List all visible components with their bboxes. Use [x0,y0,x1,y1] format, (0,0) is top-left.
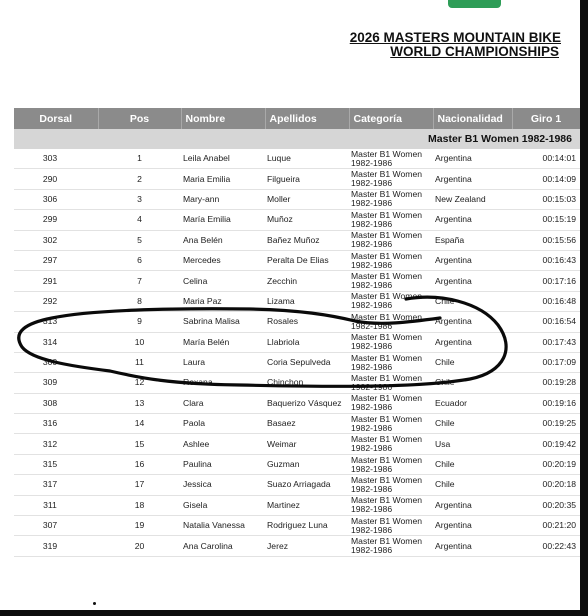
row-dorsal: 319 [14,536,98,556]
row-nombre: Paulina [181,454,265,474]
table-row [14,271,580,291]
row-giro-1: 00:19:28 [512,373,580,393]
row-apellidos: Basaez [265,414,349,434]
table-row [14,230,580,250]
table-row [14,536,580,556]
row-nombre: Mary-ann [181,189,265,209]
row-categoria: Master B1 Women 1982-1986 [349,475,433,495]
row-pos: 1 [98,149,181,169]
row-dorsal: 306 [14,189,98,209]
header-pos: Pos [98,108,181,129]
row-pos: 9 [98,312,181,332]
row-nombre: Natalia Vanessa [181,516,265,536]
row-giro-1: 00:17:09 [512,352,580,372]
row-dorsal: 291 [14,271,98,291]
row-nacionalidad: Chile [433,373,512,393]
row-categoria: Master B1 Women 1982-1986 [349,393,433,413]
row-nombre: Ashlee [181,434,265,454]
table-row [14,373,580,393]
row-dorsal: 299 [14,210,98,230]
row-dorsal: 313 [14,312,98,332]
row-nombre: María Emilia [181,210,265,230]
table-row [14,332,580,352]
table-row [14,393,580,413]
row-dorsal: 292 [14,291,98,311]
table-row [14,414,580,434]
row-pos: 20 [98,536,181,556]
row-giro-1: 00:20:19 [512,454,580,474]
row-categoria: Master B1 Women 1982-1986 [349,454,433,474]
row-pos: 10 [98,332,181,352]
header-nacionalidad: Nacionalidad [433,108,512,129]
row-categoria: Master B1 Women 1982-1986 [349,230,433,250]
table-row [14,210,580,230]
row-apellidos: Moller [265,189,349,209]
row-apellidos: Baquerizo Vásquez [265,393,349,413]
row-giro-1: 00:19:42 [512,434,580,454]
row-nacionalidad: Argentina [433,271,512,291]
row-dorsal: 307 [14,516,98,536]
row-categoria: Master B1 Women 1982-1986 [349,434,433,454]
row-giro-1: 00:15:56 [512,230,580,250]
header-categoria: Categoría [349,108,433,129]
table-row [14,250,580,270]
row-apellidos: Lizama [265,291,349,311]
row-dorsal: 314 [14,332,98,352]
row-nacionalidad: Argentina [433,536,512,556]
title-line-2: WORLD CHAMPIONSHIPS [390,44,559,59]
row-categoria: Master B1 Women 1982-1986 [349,169,433,189]
row-nombre: Laura [181,352,265,372]
row-giro-1: 00:16:48 [512,291,580,311]
header-dorsal: Dorsal [14,108,98,129]
row-giro-1: 00:22:43 [512,536,580,556]
table-row [14,312,580,332]
table-row [14,516,580,536]
row-apellidos: Jerez [265,536,349,556]
row-pos: 3 [98,189,181,209]
header-giro-1: Giro 1 [512,108,580,129]
table-row [14,291,580,311]
title-line-1: 2026 MASTERS MOUNTAIN BIKE [349,30,561,45]
row-nacionalidad: Argentina [433,495,512,515]
row-nombre: Celina [181,271,265,291]
group-label: Master B1 Women 1982-1986 [14,129,580,149]
row-nacionalidad: Chile [433,475,512,495]
row-pos: 7 [98,271,181,291]
row-apellidos: Zecchin [265,271,349,291]
row-apellidos: Weimar [265,434,349,454]
row-nombre: Maria Emilia [181,169,265,189]
row-nacionalidad: Argentina [433,332,512,352]
table-row [14,475,580,495]
row-giro-1: 00:19:16 [512,393,580,413]
row-giro-1: 00:15:19 [512,210,580,230]
row-nacionalidad: Argentina [433,516,512,536]
table-header [14,108,580,129]
row-nombre: Ana Belén [181,230,265,250]
row-pos: 5 [98,230,181,250]
row-categoria: Master B1 Women 1982-1986 [349,271,433,291]
table-row [14,495,580,515]
row-giro-1: 00:19:25 [512,414,580,434]
row-nacionalidad: New Zealand [433,189,512,209]
row-giro-1: 00:14:09 [512,169,580,189]
row-categoria: Master B1 Women 1982-1986 [349,189,433,209]
row-pos: 4 [98,210,181,230]
row-nombre: Leila Anabel [181,149,265,169]
table-row [14,149,580,169]
row-categoria: Master B1 Women 1982-1986 [349,414,433,434]
row-apellidos: Bañez Muñoz [265,230,349,250]
row-nombre: Jessica [181,475,265,495]
results-table [14,108,580,557]
row-nacionalidad: Ecuador [433,393,512,413]
row-categoria: Master B1 Women 1982-1986 [349,352,433,372]
row-apellidos: Filgueira [265,169,349,189]
row-giro-1: 00:20:18 [512,475,580,495]
row-giro-1: 00:14:01 [512,149,580,169]
row-nacionalidad: Argentina [433,149,512,169]
header-apellidos: Apellidos [265,108,349,129]
row-nacionalidad: Argentina [433,169,512,189]
row-pos: 6 [98,250,181,270]
row-pos: 8 [98,291,181,311]
row-categoria: Master B1 Women 1982-1986 [349,250,433,270]
row-nombre: Sabrina Malisa [181,312,265,332]
table-row [14,434,580,454]
row-nombre: Gisela [181,495,265,515]
row-dorsal: 316 [14,414,98,434]
row-pos: 16 [98,454,181,474]
row-apellidos: Chinchon [265,373,349,393]
row-nacionalidad: Chile [433,291,512,311]
row-nombre: Ana Carolina [181,536,265,556]
row-apellidos: Llabriola [265,332,349,352]
row-categoria: Master B1 Women 1982-1986 [349,516,433,536]
row-categoria: Master B1 Women 1982-1986 [349,495,433,515]
row-nombre: Mercedes [181,250,265,270]
row-categoria: Master B1 Women 1982-1986 [349,210,433,230]
row-categoria: Master B1 Women 1982-1986 [349,291,433,311]
row-dorsal: 312 [14,434,98,454]
header-nombre: Nombre [181,108,265,129]
row-apellidos: Muñoz [265,210,349,230]
row-pos: 13 [98,393,181,413]
row-dorsal: 290 [14,169,98,189]
row-dorsal: 317 [14,475,98,495]
row-giro-1: 00:21:20 [512,516,580,536]
table-row [14,169,580,189]
row-pos: 17 [98,475,181,495]
row-pos: 11 [98,352,181,372]
row-pos: 15 [98,434,181,454]
table-row [14,454,580,474]
row-dorsal: 297 [14,250,98,270]
row-nacionalidad: Argentina [433,312,512,332]
row-categoria: Master B1 Women 1982-1986 [349,373,433,393]
row-categoria: Master B1 Women 1982-1986 [349,332,433,352]
green-tab-button[interactable] [448,0,501,8]
row-giro-1: 00:15:03 [512,189,580,209]
row-apellidos: Guzman [265,454,349,474]
row-nacionalidad: Chile [433,414,512,434]
row-pos: 18 [98,495,181,515]
row-nombre: Roxana [181,373,265,393]
row-giro-1: 00:17:16 [512,271,580,291]
row-pos: 12 [98,373,181,393]
table-row [14,189,580,209]
row-nombre: Paola [181,414,265,434]
row-nacionalidad: Argentina [433,210,512,230]
row-pos: 14 [98,414,181,434]
row-categoria: Master B1 Women 1982-1986 [349,536,433,556]
group-row [14,129,580,149]
row-nombre: María Belén [181,332,265,352]
row-giro-1: 00:16:54 [512,312,580,332]
row-apellidos: Peralta De Elias [265,250,349,270]
row-apellidos: Rosales [265,312,349,332]
row-dorsal: 303 [14,149,98,169]
row-categoria: Master B1 Women 1982-1986 [349,312,433,332]
row-pos: 2 [98,169,181,189]
row-dorsal: 311 [14,495,98,515]
row-giro-1: 00:20:35 [512,495,580,515]
page-title [321,31,561,59]
row-dorsal: 300 [14,352,98,372]
row-nacionalidad: España [433,230,512,250]
row-giro-1: 00:17:43 [512,332,580,352]
row-nacionalidad: Argentina [433,250,512,270]
row-nacionalidad: Chile [433,352,512,372]
row-nombre: Maria Paz [181,291,265,311]
row-categoria: Master B1 Women 1982-1986 [349,149,433,169]
table-row [14,352,580,372]
row-nacionalidad: Chile [433,454,512,474]
row-nacionalidad: Usa [433,434,512,454]
row-nombre: Clara [181,393,265,413]
row-apellidos: Martinez [265,495,349,515]
row-apellidos: Luque [265,149,349,169]
row-giro-1: 00:16:43 [512,250,580,270]
row-dorsal: 308 [14,393,98,413]
row-apellidos: Coria Sepulveda [265,352,349,372]
row-dorsal: 315 [14,454,98,474]
row-pos: 19 [98,516,181,536]
table-body [14,149,580,556]
row-dorsal: 309 [14,373,98,393]
stray-dot [93,602,96,605]
row-apellidos: Rodriguez Luna [265,516,349,536]
row-apellidos: Suazo Arriagada [265,475,349,495]
row-dorsal: 302 [14,230,98,250]
